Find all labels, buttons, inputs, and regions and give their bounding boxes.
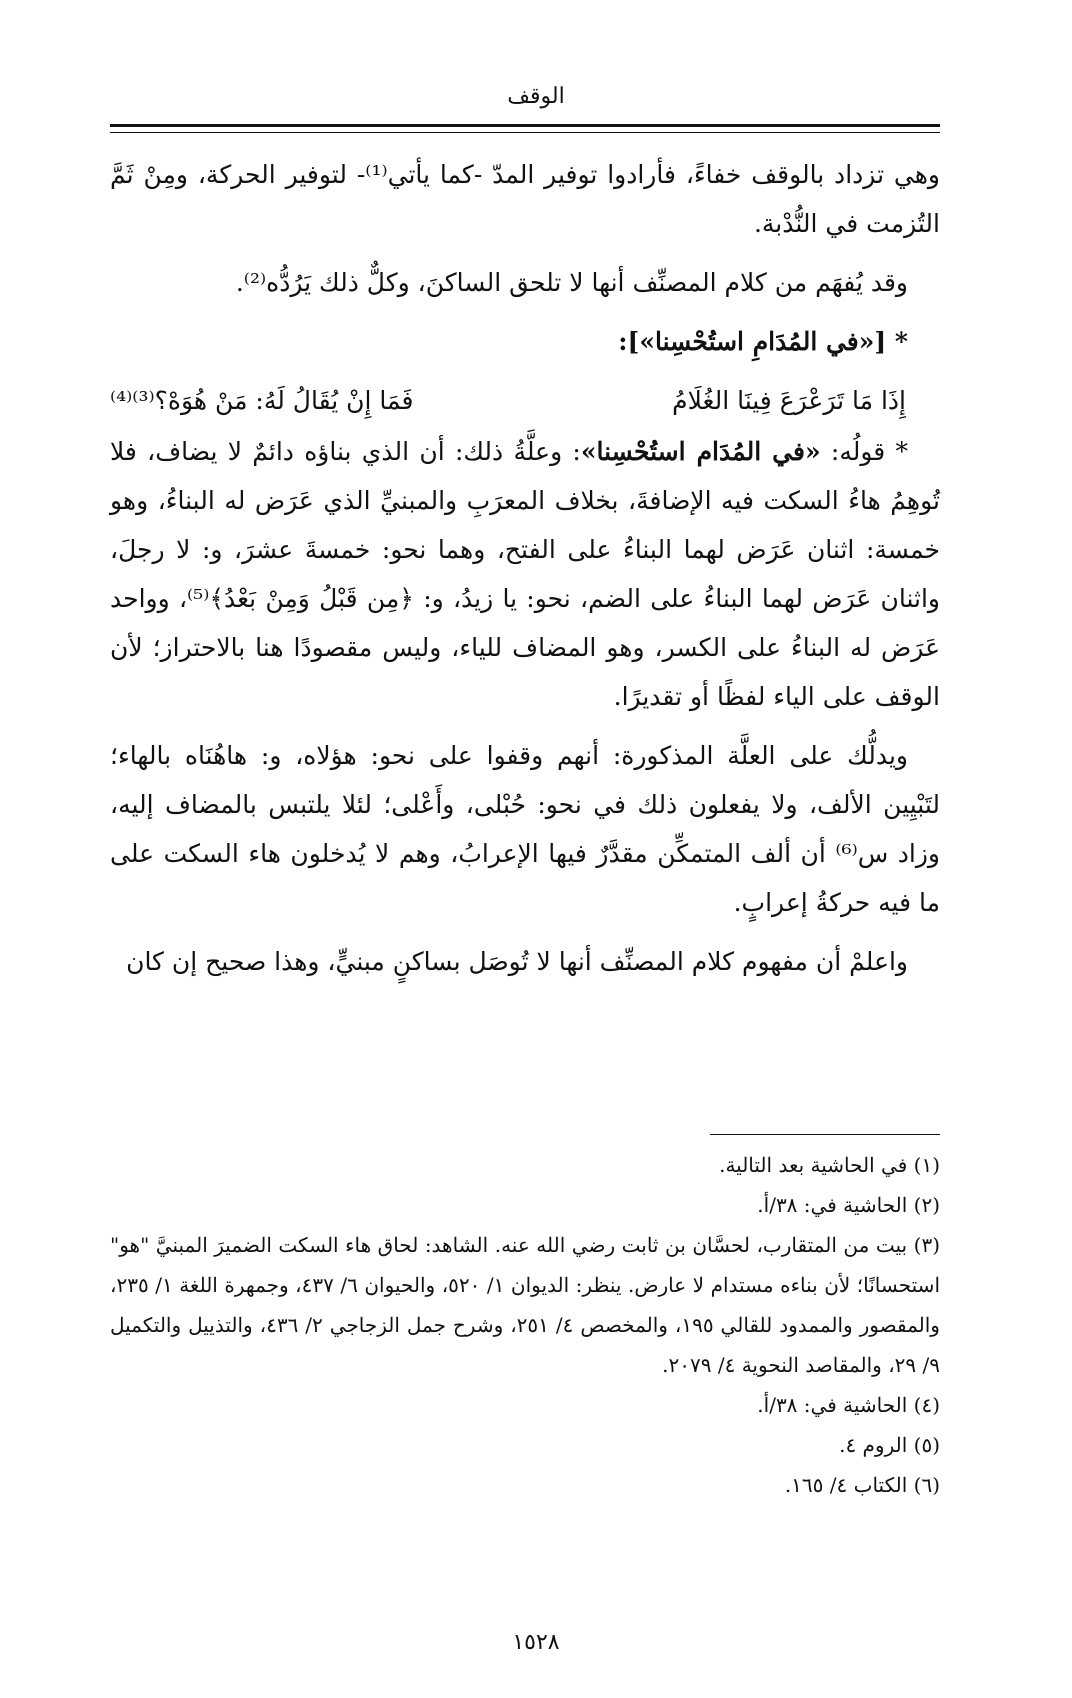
running-header: الوقف: [507, 84, 565, 109]
paragraph-4: ويدلُّك على العلَّة المذكورة: أنهم وقفوا على نحو: هؤلاه، و: هاهُنَاه بالهاء؛ لتَبْيِين الألف، ولا يفعلون ذلك في نحو: حُبْلى، وأَعْلى؛ لئلا يلتبس بالمضاف إليه، وزاد س⁽⁶⁾ أن ألف المتمكِّن مقدَّرٌ فيها الإعرابُ، وهم لا يُدخلون هاء السكت على ما فيه حركةُ إعرابٍ.: [110, 741, 940, 917]
paragraph-3-rest: : وعلَّةُ ذلك: أن الذي بناؤه دائمٌ لا يضاف، فلا تُوهِمُ هاءُ السكت فيه الإضافةَ، بخلاف المعرَبِ والمبنيِّ الذي عَرَض له البناءُ، وهو خمسة: اثنان عَرَض لهما البناءُ على الفتح، وهما نحو: خمسةَ عشرَ، و: لا رجلَ، واثنان عَرَض لهما البناءُ على الضم، نحو: يا زيدُ، و: ﴿مِن قَبْلُ وَمِنْ بَعْدُ﴾⁽⁵⁾، وواحد عَرَض له البناءُ على الكسر، وهو المضاف للياء، وليس مقصودًا هنا بالاحتراز؛ لأن الوقف على الياء لفظًا أو تقديرًا.: [110, 437, 940, 711]
section-heading: * [«في المُدَامِ استُحْسِنا»]:: [618, 327, 908, 356]
paragraph-3-lead: * قولُه:: [820, 437, 909, 466]
footnote-5: (٥) الروم ٤.: [839, 1433, 940, 1457]
verse-line: [110, 376, 940, 425]
main-text: [110, 150, 940, 996]
footnote-4: (٤) الحاشية في: ٣٨/أ.: [757, 1393, 940, 1417]
verse-first-hemistich: إِذَا مَا تَرَعْرَعَ فِينَا الغُلَامُ: [672, 386, 906, 415]
footnote-6: (٦) الكتاب ٤/ ١٦٥.: [784, 1473, 940, 1497]
paragraph-3: [110, 427, 940, 721]
footnote-2: (٢) الحاشية في: ٣٨/أ.: [757, 1193, 940, 1217]
footnotes: [110, 1145, 940, 1505]
header-rule-thin: [110, 132, 940, 133]
paragraph-3-quote: «في المُدَام استُحْسِنا»: [580, 437, 821, 466]
footnote-separator: [710, 1134, 940, 1135]
footnote-3: (٣) بيت من المتقارب، لحسَّان بن ثابت رضي الله عنه. الشاهد: لحاق هاء السكت الضميرَ المبنيَّ "هو" استحسانًا؛ لأن بناءه مستدام لا عارض. ينظر: الديوان ١/ ٥٢٠، والحيوان ٦/ ٤٣٧، وجمهرة اللغة ١/ ٢٣٥، والمقصور والممدود للقالي ١٩٥، والمخصص ٤/ ٢٥١، وشرح جمل الزجاجي ٢/ ٤٣٦، والتذييل والتكميل ٩/ ٢٩، والمقاصد النحوية ٤/ ٢٠٧٩.: [110, 1233, 940, 1377]
header-rule-thick: [110, 124, 940, 127]
paragraph-5: واعلمْ أن مفهوم كلام المصنِّف أنها لا تُوصَل بساكنٍ مبنيٍّ، وهذا صحيح إن كان: [126, 947, 908, 976]
paragraph-1: وهي تزداد بالوقف خفاءً، فأرادوا توفير المدّ -كما يأتي⁽¹⁾- لتوفير الحركة، ومِنْ ثَمَّ التُزمت في النُّدْبة.: [110, 160, 940, 238]
page-number: ١٥٢٨: [512, 1630, 560, 1655]
verse-second-hemistich: فَمَا إِنْ يُقَالُ لَهُ: مَنْ هُوَهْ؟⁽³⁾⁽⁴⁾: [110, 386, 414, 415]
footnote-1: (١) في الحاشية بعد التالية.: [719, 1153, 940, 1177]
paragraph-2: وقد يُفهَم من كلام المصنِّف أنها لا تلحق الساكنَ، وكلٌّ ذلك يَرُدُّه⁽²⁾.: [235, 268, 908, 297]
